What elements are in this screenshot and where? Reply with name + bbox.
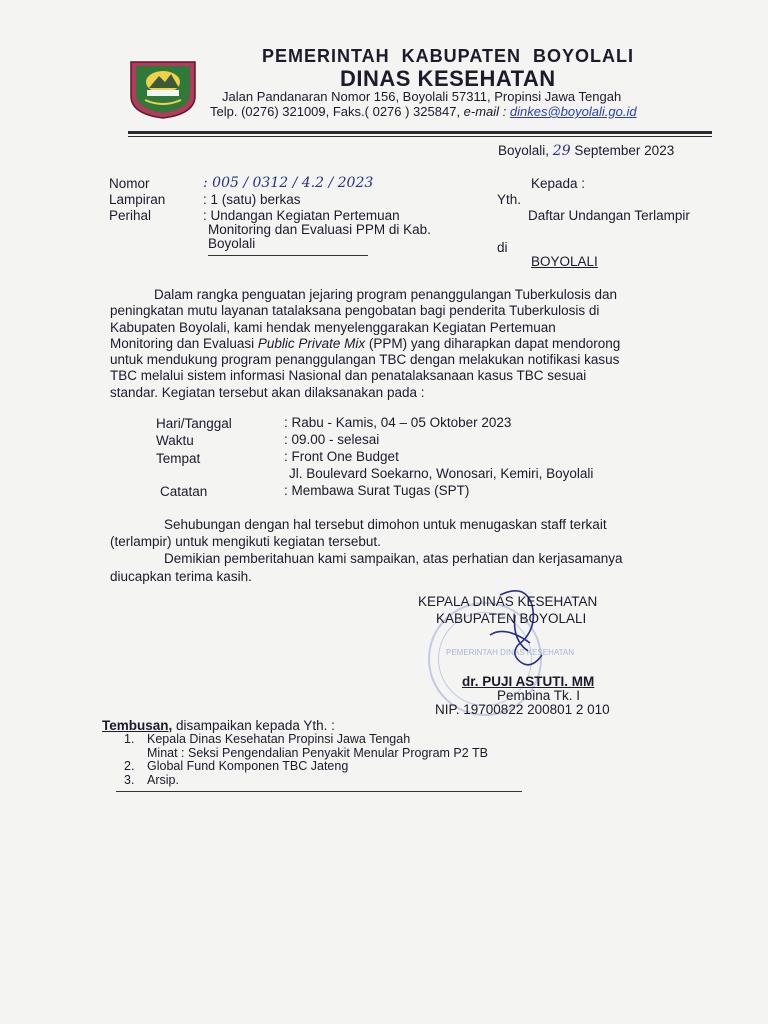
body-line: Kabupaten Boyolali, kami hendak menyelenggarakan Kegiatan Pertemuan xyxy=(110,319,556,335)
letterhead-address: Jalan Pandanaran Nomor 156, Boyolali 57311, Propinsi Jawa Tengah xyxy=(222,89,622,104)
tempat-value: : Front One Budget xyxy=(284,449,399,464)
perihal-label: Perihal xyxy=(109,208,152,223)
list-item: 3. Arsip. xyxy=(124,772,179,787)
tempat-label: Tempat xyxy=(156,451,201,466)
waktu-label: Waktu xyxy=(156,433,194,448)
contact-email-label: e-mail : xyxy=(463,104,510,119)
kabupaten-boyolali-logo xyxy=(127,58,199,120)
nomor-value: : 005 / 0312 / 4.2 / 2023 xyxy=(203,175,374,191)
list-item: 1. Kepala Dinas Kesehatan Propinsi Jawa Tengah xyxy=(124,732,411,746)
tembusan-list xyxy=(124,733,488,787)
lampiran-label: Lampiran xyxy=(109,192,166,207)
body-line: Dalam rangka penguatan jejaring program penanggulangan Tuberkulosis dan xyxy=(154,287,618,302)
signatory-title-1: KEPALA DINAS KESEHATAN xyxy=(418,594,598,609)
yth-label: Yth. xyxy=(497,192,522,207)
body-line: peningkatan mutu layanan tatalaksana pengobatan bagi penderita Tuberkulosis di xyxy=(110,303,600,319)
closing-line-3: Demikian pemberitahuan kami sampaikan, atas perhatian dan kerjasamanya xyxy=(164,551,623,566)
stamp-text: PEMERINTAH DINAS KESEHATAN xyxy=(446,648,575,657)
email-link[interactable]: dinkes@boyolali.go.id xyxy=(509,104,637,119)
tembusan-rest: disampaikan kepada Yth. : xyxy=(172,718,335,733)
recipient-city: BOYOLALI xyxy=(531,254,598,269)
tembusan-label: Tembusan, xyxy=(102,718,173,733)
perihal-underline xyxy=(208,255,368,256)
closing-line-2: (terlampir) untuk mengikuti kegiatan tersebut. xyxy=(110,534,381,549)
contact-phone-fax: Telp. (0276) 321009, Faks.( 0276 ) 325847, xyxy=(210,104,464,119)
hari-value: : Rabu - Kamis, 04 – 05 Oktober 2023 xyxy=(284,415,512,430)
signatory-name: dr. PUJI ASTUTI. MM xyxy=(462,674,595,689)
signatory-title-2: KABUPATEN BOYOLALI xyxy=(436,611,587,626)
letterhead-rule-thick xyxy=(128,131,712,134)
perihal-line-3: Boyolali xyxy=(208,236,256,251)
body-text: Monitoring dan Evaluasi xyxy=(110,335,258,351)
body-line xyxy=(110,336,643,352)
catatan-label: Catatan xyxy=(160,484,208,499)
signatory-rank: Pembina Tk. I xyxy=(497,688,581,703)
footer-rule xyxy=(116,791,522,792)
lampiran-value: : 1 (satu) berkas xyxy=(203,192,301,207)
list-item: 2. Global Fund Komponen TBC Jateng xyxy=(124,759,349,773)
signatory-nip: NIP. 19700822 200801 2 010 xyxy=(435,702,610,717)
hari-label: Hari/Tanggal xyxy=(156,416,232,431)
letterhead-contact xyxy=(210,104,637,119)
letter-date xyxy=(498,143,674,159)
catatan-value: : Membawa Surat Tugas (SPT) xyxy=(284,483,470,498)
date-month-year: September 2023 xyxy=(574,143,675,158)
perihal-line-1: : Undangan Kegiatan Pertemuan xyxy=(203,208,400,223)
list-item: Minat : Seksi Pengendalian Penyakit Menular Program P2 TB xyxy=(147,745,488,760)
body-paragraph xyxy=(110,287,643,401)
letterhead-rule-thin xyxy=(128,136,712,137)
body-line: standar. Kegiatan tersebut akan dilaksanakan pada : xyxy=(110,384,425,400)
closing-line-4: diucapkan terima kasih. xyxy=(110,569,252,584)
kepada-label: Kepada : xyxy=(531,176,586,191)
tempat-address: Jl. Boulevard Soekarno, Wonosari, Kemiri, Boyolali xyxy=(289,466,594,481)
recipient: Daftar Undangan Terlampir xyxy=(528,208,690,223)
waktu-value: : 09.00 - selesai xyxy=(284,432,380,447)
closing-line-1: Sehubungan dengan hal tersebut dimohon untuk menugaskan staff terkait xyxy=(164,517,607,532)
di-label: di xyxy=(497,240,508,255)
perihal-line-2: Monitoring dan Evaluasi PPM di Kab. xyxy=(208,222,431,237)
nomor-label: Nomor xyxy=(109,176,150,191)
body-line: TBC melalui sistem informasi Nasional dan penatalaksanaan kasus TBC sesuai xyxy=(110,368,587,384)
date-day-handwritten: 29 xyxy=(552,143,571,159)
date-place: Boyolali, xyxy=(498,143,550,158)
body-line: untuk mendukung program penanggulangan TBC dengan melakukan notifikasi kasus xyxy=(110,352,620,368)
body-text: (PPM) yang diharapkan dapat mendorong xyxy=(365,335,621,351)
letterhead-agency: DINAS KESEHATAN xyxy=(340,66,556,91)
letterhead-government: PEMERINTAH KABUPATEN BOYOLALI xyxy=(262,46,634,66)
body-italic-term: Public Private Mix xyxy=(257,335,366,351)
